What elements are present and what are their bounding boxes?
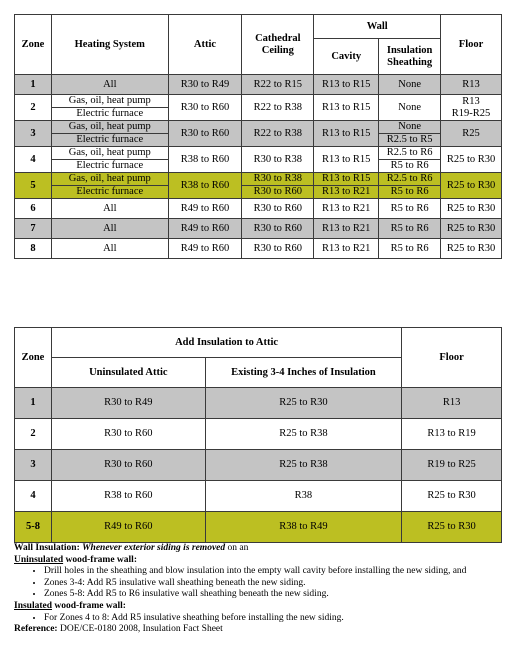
cathedral-cell: R22 to R38	[242, 95, 314, 121]
cavity-cell: R13 to R15	[314, 173, 379, 186]
attic-cell: R49 to R60	[168, 219, 242, 239]
zone-cell: 5	[15, 173, 52, 199]
cathedral-cell: R30 to R38	[242, 147, 314, 173]
table-row	[15, 75, 502, 95]
sheathing-cell: R5 to R6	[379, 239, 441, 259]
cathedral-cell: R22 to R38	[242, 121, 314, 147]
floor-cell: R25 to R30	[402, 481, 502, 512]
heating-cell: All	[51, 75, 168, 95]
existing-cell: R25 to R38	[205, 450, 402, 481]
cavity-cell: R13 to R15	[314, 95, 379, 121]
heating-cell: Gas, oil, heat pump	[51, 95, 168, 108]
table-row-highlighted	[15, 512, 502, 543]
floor-cell: R13	[441, 75, 502, 95]
existing-cell: R38	[205, 481, 402, 512]
cavity-cell: R13 to R21	[314, 239, 379, 259]
sheathing-cell: R5 to R6	[379, 186, 441, 199]
list-item: • Zones 5-8: Add R5 to R6 insulative wall sheathing beneath the new siding.	[44, 589, 509, 601]
cathedral-cell: R30 to R38	[242, 173, 314, 186]
zone-cell: 1	[15, 388, 52, 419]
table-row	[15, 388, 502, 419]
sheathing-cell: R2.5 to R6	[379, 147, 441, 160]
floor-cell	[441, 95, 502, 121]
cathedral-cell: R30 to R60	[242, 186, 314, 199]
table-row	[15, 219, 502, 239]
floor-cell: R25 to R30	[441, 239, 502, 259]
cathedral-cell: R22 to R15	[242, 75, 314, 95]
zone-cell: 1	[15, 75, 52, 95]
floor-cell: R25	[441, 121, 502, 147]
header-cavity: Cavity	[314, 39, 379, 75]
heating-cell: Electric furnace	[51, 134, 168, 147]
table-row	[15, 481, 502, 512]
cavity-cell: R13 to R15	[314, 147, 379, 173]
sheathing-cell: R5 to R6	[379, 219, 441, 239]
zone-cell: 3	[15, 121, 52, 147]
floor-cell: R13 to R19	[402, 419, 502, 450]
table-row	[15, 419, 502, 450]
existing-cell: R38 to R49	[205, 512, 402, 543]
sheathing-cell: R5 to R6	[379, 199, 441, 219]
insulated-heading	[14, 601, 509, 613]
header-existing-insulation: Existing 3-4 Inches of Insulation	[205, 358, 402, 388]
list-item: • For Zones 4 to 8: Add R5 insulative sheathing before installing the new siding.	[44, 613, 509, 625]
attic-cell: R49 to R60	[168, 239, 242, 259]
header-uninsulated-attic: Uninsulated Attic	[51, 358, 205, 388]
wall-insulation-intro	[14, 543, 509, 555]
header-cathedral-ceiling: Cathedral Ceiling	[242, 15, 314, 75]
sheathing-cell: R5 to R6	[379, 160, 441, 173]
sheathing-cell: R2.5 to R6	[379, 173, 441, 186]
zone-cell: 2	[15, 419, 52, 450]
existing-cell: R25 to R38	[205, 419, 402, 450]
floor-cell: R13	[402, 388, 502, 419]
uninsulated-rest: wood-frame wall:	[63, 554, 137, 565]
floor-cell: R25 to R30	[441, 219, 502, 239]
table-row	[15, 199, 502, 219]
attic-cell: R49 to R60	[168, 199, 242, 219]
reference-text: DOE/CE-0180 2008, Insulation Fact Sheet	[59, 624, 223, 635]
floor-cell: R25 to R30	[441, 199, 502, 219]
header-floor: Floor	[402, 328, 502, 388]
uninsulated-label: Uninsulated	[14, 554, 64, 565]
zone-cell: 5-8	[15, 512, 52, 543]
insulated-bullets	[14, 613, 509, 625]
heating-cell: Electric furnace	[51, 186, 168, 199]
zone-insulation-table	[14, 14, 502, 259]
header-insulation-sheathing: Insulation Sheathing	[379, 39, 441, 75]
existing-cell: R25 to R30	[205, 388, 402, 419]
wall-insulation-emphasis: Whenever exterior siding is removed	[82, 543, 226, 553]
zone-cell: 4	[15, 147, 52, 173]
cathedral-cell: R30 to R60	[242, 239, 314, 259]
table-row	[15, 450, 502, 481]
wall-insulation-rest: on an	[225, 543, 249, 553]
sheathing-cell: None	[379, 75, 441, 95]
insulated-rest: wood-frame wall:	[52, 600, 126, 611]
zone-cell: 8	[15, 239, 52, 259]
table-row	[15, 239, 502, 259]
uninsulated-heading	[14, 555, 509, 567]
header-wall: Wall	[314, 15, 441, 39]
heating-cell: Gas, oil, heat pump	[51, 147, 168, 160]
insulated-label: Insulated	[14, 600, 53, 611]
floor-value: R19-R25	[451, 107, 491, 119]
heating-cell: Gas, oil, heat pump	[51, 121, 168, 134]
header-add-insulation: Add Insulation to Attic	[51, 328, 401, 358]
attic-cell: R30 to R49	[168, 75, 242, 95]
wall-insulation-notes	[14, 543, 509, 636]
uninsulated-cell: R38 to R60	[51, 481, 205, 512]
floor-cell: R25 to R30	[402, 512, 502, 543]
attic-cell: R30 to R60	[168, 95, 242, 121]
cathedral-cell: R30 to R60	[242, 219, 314, 239]
header-heating-system: Heating System	[51, 15, 168, 75]
list-item: • Zones 3-4: Add R5 insulative wall sheathing beneath the new siding.	[44, 578, 509, 590]
floor-value: R13	[462, 95, 480, 107]
cavity-cell: R13 to R21	[314, 199, 379, 219]
cavity-cell: R13 to R21	[314, 186, 379, 199]
zone-cell: 3	[15, 450, 52, 481]
uninsulated-cell: R49 to R60	[51, 512, 205, 543]
attic-insulation-table	[14, 327, 502, 543]
uninsulated-cell: R30 to R49	[51, 388, 205, 419]
header-zone: Zone	[15, 328, 52, 388]
table-row-highlighted	[15, 173, 502, 186]
uninsulated-cell: R30 to R60	[51, 419, 205, 450]
attic-cell: R38 to R60	[168, 173, 242, 199]
heating-cell: Electric furnace	[51, 160, 168, 173]
heating-cell: Gas, oil, heat pump	[51, 173, 168, 186]
zone-cell: 7	[15, 219, 52, 239]
sheathing-cell: None	[379, 121, 441, 134]
uninsulated-cell: R30 to R60	[51, 450, 205, 481]
cavity-cell: R13 to R15	[314, 121, 379, 147]
wall-insulation-label: Wall Insulation:	[14, 543, 80, 553]
floor-cell: R25 to R30	[441, 147, 502, 173]
cavity-cell: R13 to R21	[314, 219, 379, 239]
header-attic: Attic	[168, 15, 242, 75]
header-zone: Zone	[15, 15, 52, 75]
heating-cell: All	[51, 239, 168, 259]
heating-cell: All	[51, 199, 168, 219]
floor-cell: R19 to R25	[402, 450, 502, 481]
table-row	[15, 121, 502, 134]
sheathing-cell: None	[379, 95, 441, 121]
attic-cell: R38 to R60	[168, 147, 242, 173]
attic-cell: R30 to R60	[168, 121, 242, 147]
table-row	[15, 147, 502, 160]
zone-cell: 6	[15, 199, 52, 219]
sheathing-cell: R2.5 to R5	[379, 134, 441, 147]
cathedral-cell: R30 to R60	[242, 199, 314, 219]
uninsulated-bullets	[14, 566, 509, 601]
zone-cell: 4	[15, 481, 52, 512]
table-row	[15, 95, 502, 108]
cavity-cell: R13 to R15	[314, 75, 379, 95]
heating-cell: All	[51, 219, 168, 239]
heating-cell: Electric furnace	[51, 108, 168, 121]
reference-label: Reference:	[14, 624, 58, 635]
list-item: • Drill holes in the sheathing and blow insulation into the empty wall cavity before installing the new siding, and	[44, 566, 509, 578]
header-floor: Floor	[441, 15, 502, 75]
floor-cell: R25 to R30	[441, 173, 502, 199]
reference-line	[14, 624, 509, 636]
table-row-highlighted	[15, 186, 502, 199]
zone-cell: 2	[15, 95, 52, 121]
